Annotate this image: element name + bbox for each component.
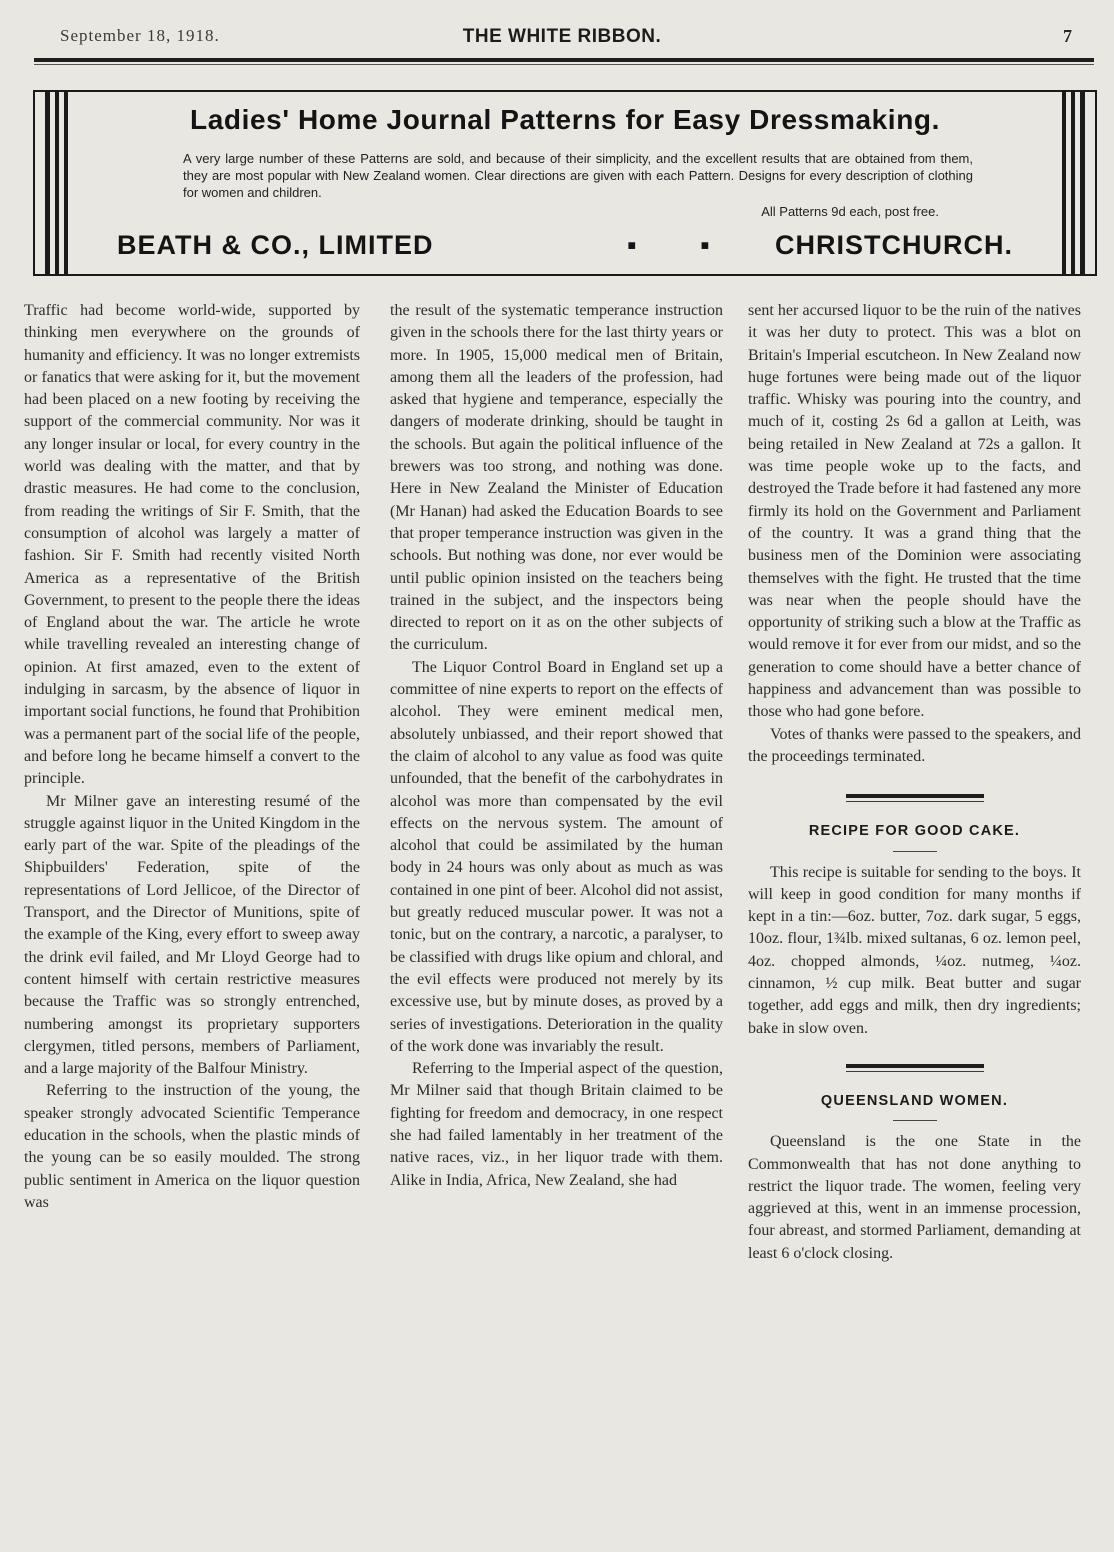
paragraph: Traffic had become world-wide, supported by thinking men everywhere on the grounds of humanity and efficiency. It was no longer extremists or fanatics that were asking for it, but the movement had been placed on a new footing by receiving the support of the commercial community. Nor was it any longer insular or local, for every country in the world was dealing with the matter, and that by drastic measures. He had come to the conclusion, from reading the writings of Sir F. Smith, that the consumption of alcohol was largely a matter of fashion. Sir F. Smith had recently visited North America as a representative of the British Government, to present to the people there the ideas of England about the war. The article he wrote while travelling revealed an interesting change of opinion. At first amazed, even to the extent of indulging in sarcasm, by the absence of liquor in important social functions, he found that Prohibition was a permanent part of the social life of the people, and before long he became himself a convert to the principle. <box>24 302 360 788</box>
recipe-text: This recipe is suitable for sending to the boys. It will keep in good condition for many months if kept in a tin:—6oz. butter, 7oz. dark sugar, 5 eggs, 10oz. flour, 1¾lb. mixed sultanas, 6 oz. lemon peel, 4oz. chopped almonds, ¼oz. nutmeg, ¼oz. cinnamon, ½ cup milk. Beat butter and sugar together, add eggs and milk, then dry ingredients; bake in slow oven. <box>748 863 1081 1037</box>
paragraph: the result of the systematic temperance instruction given in the schools there for the last thirty years or more. In 1905, 15,000 medical men of Britain, among them all the leaders of the profession, had asked that hygiene and temperance, especially the dangers of moderate drinking, should be taught in the schools. But again the political influence of the brewers was too strong, and nothing was done. Here in New Zealand the Minister of Education (Mr Hanan) had asked the Education Boards to see that proper temperance instruction was given in the schools. But nothing was done, nor ever would be until public opinion insisted on the teachers being trained in the subject, and the inspectors being directed to report on it as on the other subjects of the curriculum. <box>390 302 723 654</box>
article-column-1 <box>24 300 360 1214</box>
ad-price: All Patterns 9d each, post free. <box>761 204 939 219</box>
ad-body-text: A very large number of these Patterns are sold, and because of their simplicity, and the excellent results that are obtained from them, they are most popular with New Zealand women. Clear directions are given with each Pattern. Designs for every description of clothing for women and children. <box>183 151 973 200</box>
paragraph: Referring to the instruction of the young, the speaker strongly advocated Scientific Temperance education in the schools, when the plastic minds of the young can be so easily moulded. The strong public sentiment in America on the liquor question was <box>24 1082 360 1211</box>
ad-separator: ▪ ▪ <box>627 230 738 260</box>
page-number: 7 <box>1063 26 1072 46</box>
paragraph: Referring to the Imperial aspect of the question, Mr Milner said that though Britain claimed to be fighting for freedom and democracy, in one respect she had failed lamentably in her treatment of the native races, viz., in her liquor trade with them. Alike in India, Africa, New Zealand, she had <box>390 1060 723 1189</box>
paragraph: sent her accursed liquor to be the ruin of the natives it was her duty to protect. This was a blot on Britain's Imperial escutcheon. In New Zealand now huge fortunes were being made out of the liquor traffic. Whisky was pouring into the country, and much of it, costing 2s 6d a gallon at Leith, was being retailed in New Zealand at 72s a gallon. It was time people woke up to the facts, and destroyed the Trade before it had fastened any more firmly its hold on the Government and Parliament of the country. It was a grand thing that the business men of the Dominion were associating themselves with the fight. He trusted that the time was near when the people should have the opportunity of striking such a blow at the Traffic as would remove it for ever from our midst, and so the generation to come should have a better chance of happiness and advancement than was possible to those who had gone before. <box>748 302 1081 721</box>
masthead <box>32 26 1092 52</box>
article-column-3 <box>748 300 1081 1265</box>
queensland-heading: QUEENSLAND WOMEN. <box>820 1092 1009 1109</box>
issue-date: September 18, 1918. <box>60 26 220 45</box>
paragraph: Votes of thanks were passed to the speakers, and the proceedings terminated. <box>748 725 1081 765</box>
masthead-rule <box>34 58 1094 62</box>
section-divider <box>846 1064 984 1068</box>
section-divider <box>846 794 984 798</box>
heading-underline <box>893 851 937 852</box>
paragraph: The Liquor Control Board in England set up a committee of nine experts to report on the effects of alcohol. They were eminent medical men, absolutely unbiassed, and their report showed that the claim of alcohol to any value as food was quite unfounded, that the benefit of the carbohydrates in alcohol was more than compensated by the evil effects on the nervous system. The amount of alcohol that could be assimilated by the human body in 24 hours was only about as much as was contained in one pint of beer. Alcohol did not assist, but greatly reduced muscular power. It was not a tonic, but on the contrary, a narcotic, a paralyser, to be classified with drugs like opium and chloral, and the evil effects were produced not merely by its excessive use, but by minute doses, as proved by a series of investigations. Deterioration in the quality of the work done was invariably the result. <box>390 658 723 1055</box>
ad-heading: Ladies' Home Journal Patterns for Easy Dressmaking. <box>190 104 940 135</box>
paragraph: Mr Milner gave an interesting resumé of the struggle against liquor in the United Kingdom in the early part of the war. Spite of the pleadings of the Shipbuilders' Federation, spite of the representations of Lord Jellicoe, of the Director of Transport, and the Director of Munitions, spite of the example of the King, every effort to sweep away the drink evil failed, and Mr Lloyd George had to content himself with certain restrictive measures because the Traffic was so strongly entrenched, numbering amongst its proprietary supporters clergymen, titled persons, members of Parliament, and a large majority of the Balfour Ministry. <box>24 792 360 1078</box>
masthead-rule-thin <box>34 64 1094 65</box>
queensland-text: Queensland is the one State in the Commonwealth that has not done anything to restrict the liquor trade. The women, feeling very aggrieved at this, went in an immense procession, four abreast, and stormed Parliament, demanding at least 6 o'clock closing. <box>748 1133 1081 1262</box>
ad-city: CHRISTCHURCH. <box>775 230 1013 260</box>
ad-company: BEATH & CO., LIMITED <box>117 230 434 260</box>
publication-title: THE WHITE RIBBON. <box>462 26 662 47</box>
recipe-heading: RECIPE FOR GOOD CAKE. <box>808 823 1021 840</box>
heading-underline <box>893 1120 937 1121</box>
article-column-2 <box>390 300 723 1192</box>
ad-footer <box>117 230 1013 270</box>
dressmaking-advertisement <box>33 90 1097 276</box>
